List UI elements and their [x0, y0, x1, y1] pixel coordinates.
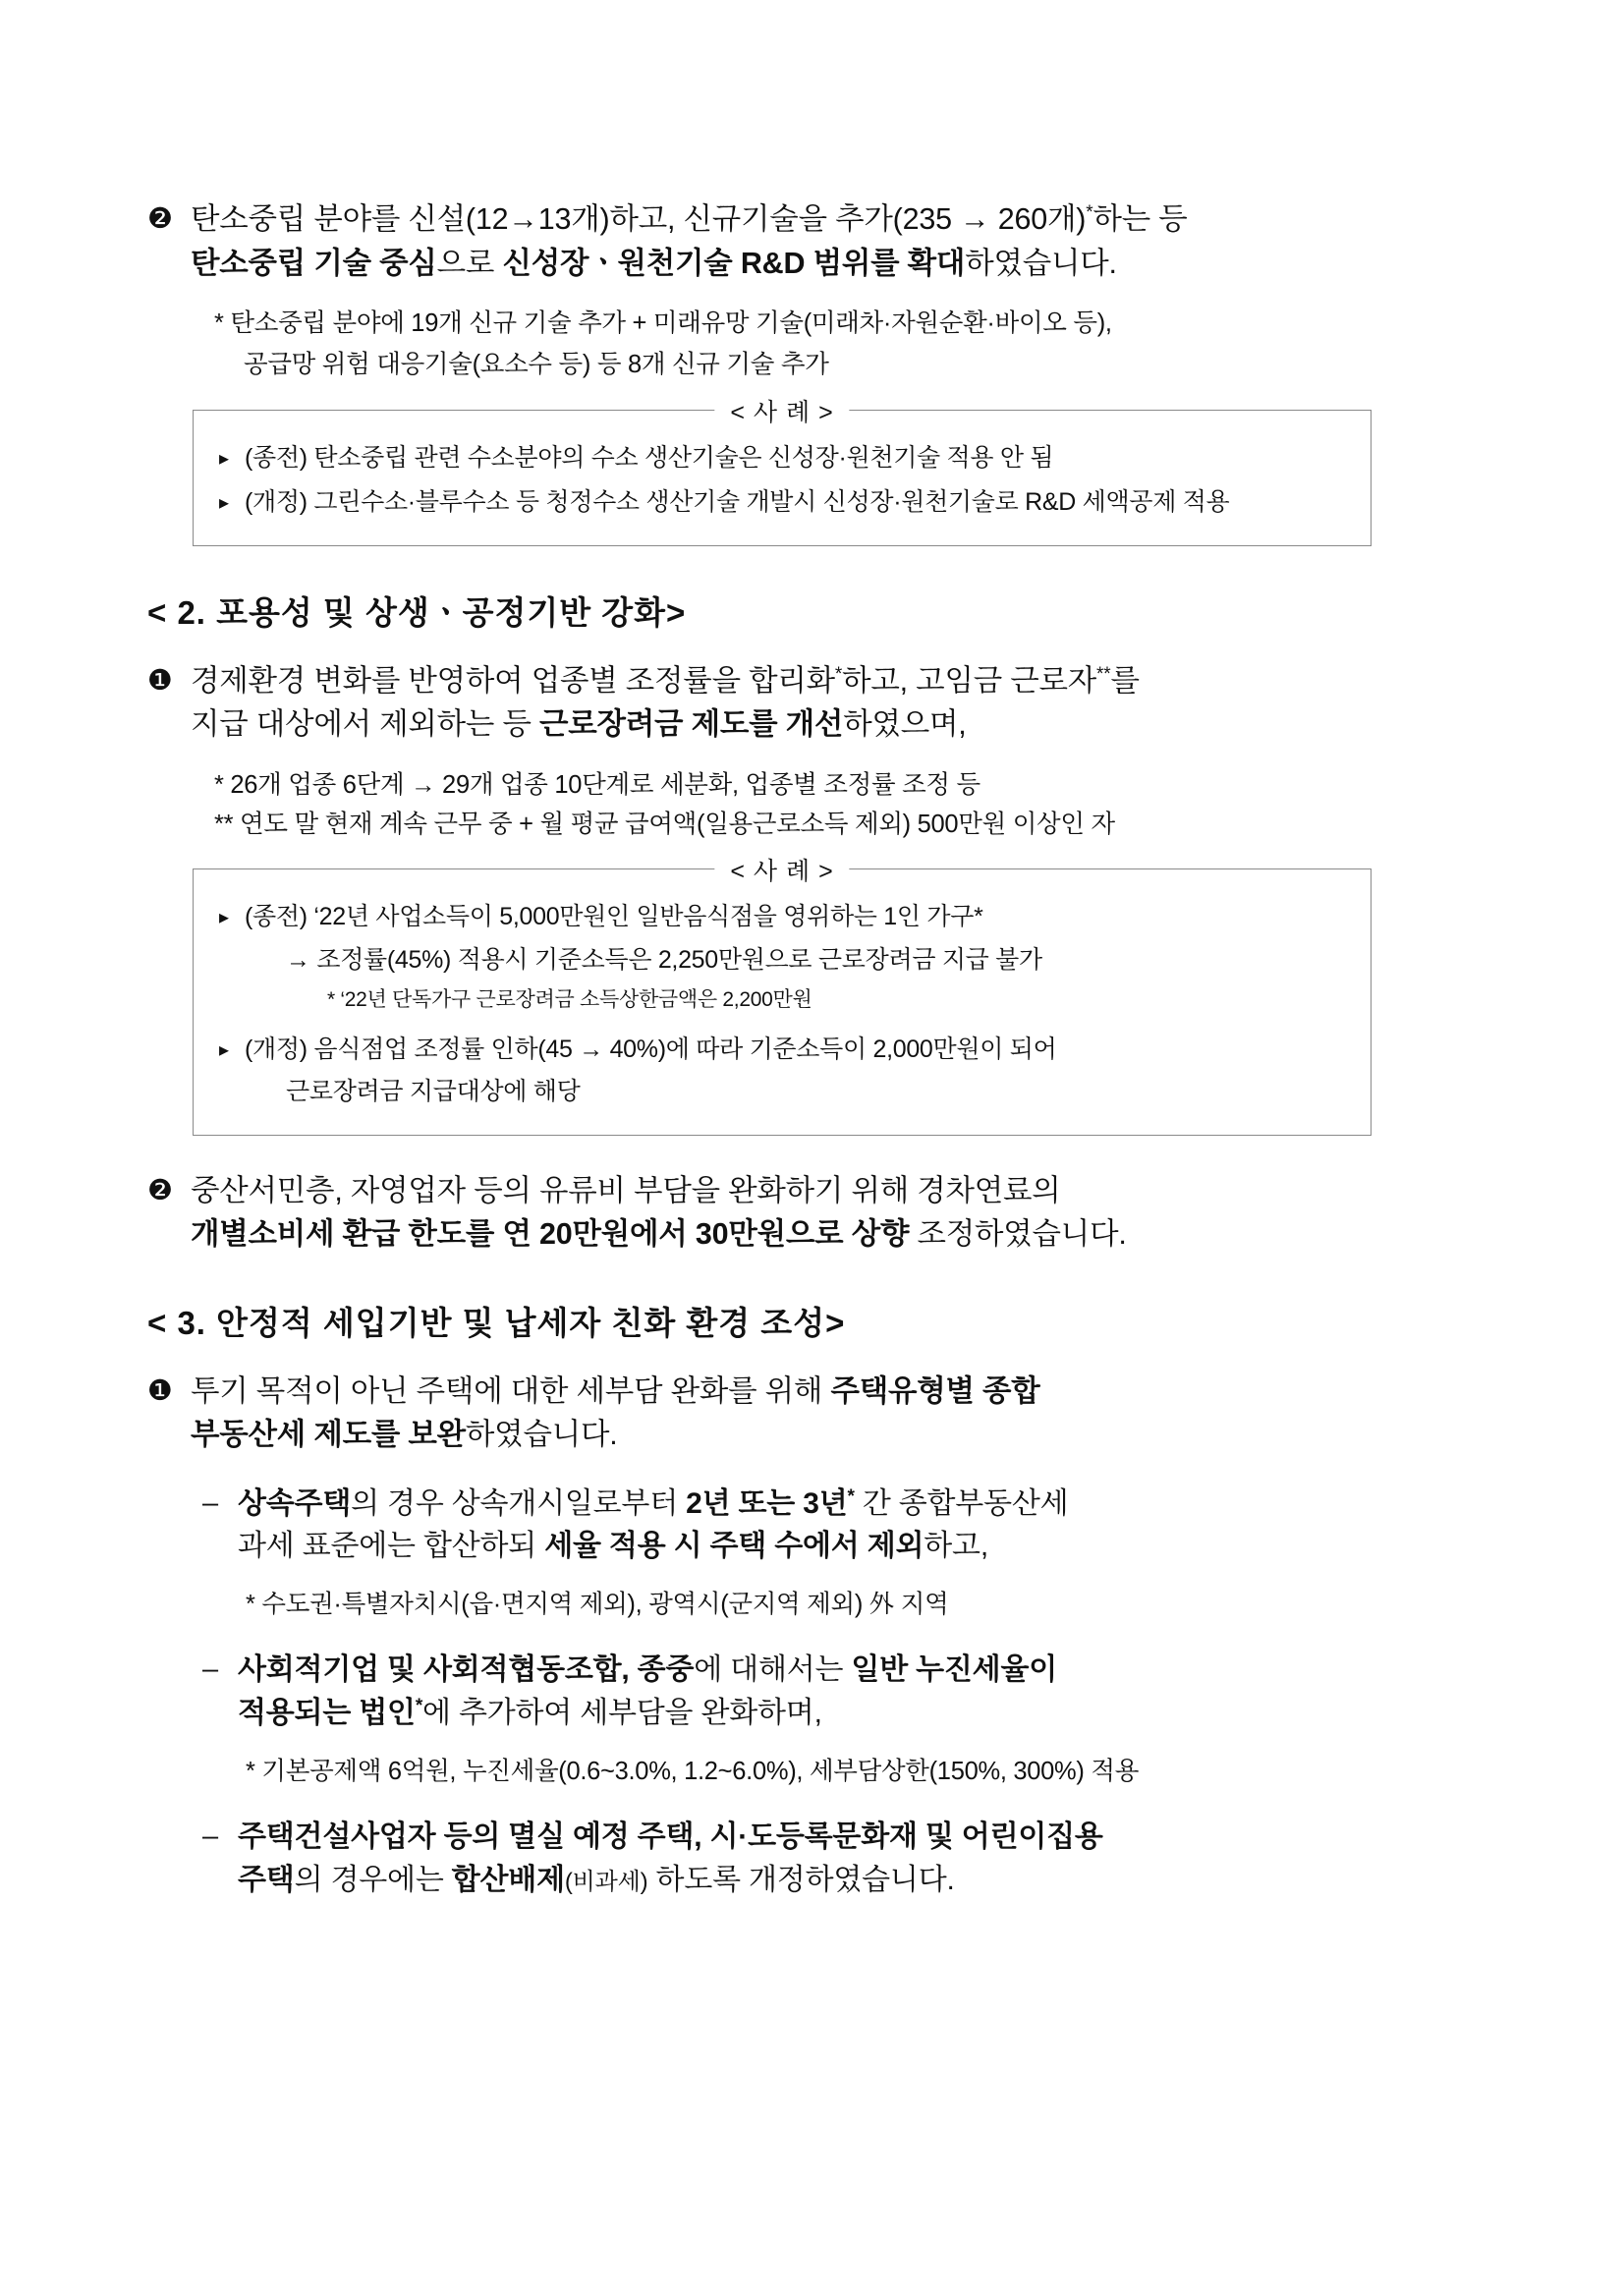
text-paren: (비과세): [564, 1869, 648, 1896]
example-item: [219, 899, 1345, 936]
text-bold: 사회적기업 및 사회적협동조합, 종중: [238, 1653, 695, 1687]
text-line: 에 대해서는: [694, 1653, 852, 1687]
example-item: [219, 1032, 1345, 1069]
footnote-line: 공급망 위험 대응기술(요소수 등) 등 8개 신규 기술 추가: [244, 351, 829, 379]
text-line: 를: [1110, 663, 1140, 698]
text-bold: 주택: [238, 1864, 295, 1897]
dash-body: [238, 1816, 1477, 1902]
footnote-mark: **: [1096, 663, 1111, 685]
text-line: 하고, 고임금 근로자: [842, 663, 1097, 698]
text-bold: 세율 적용 시 주택 수에서 제외: [544, 1530, 924, 1563]
text-line: 에 추가하여 세부담을 완화하며,: [422, 1697, 822, 1730]
item-body: [191, 1370, 1477, 1457]
example-box-frame: [193, 868, 1372, 1136]
example-box-title: < 사 례 >: [714, 852, 849, 887]
dash-item-inherited-house: [147, 1483, 1477, 1569]
text-bold: 2년 또는 3년: [686, 1486, 848, 1520]
footnote-mark: *: [1086, 201, 1093, 223]
example-text: (종전) ‘22년 사업소득이 5,000만원인 일반음식점을 영위하는 1인 가구*: [245, 903, 983, 931]
example-footnote: * ‘22년 단독가구 근로장려금 소득상한금액은 2,200만원: [327, 988, 812, 1012]
footnote-mark: *: [847, 1485, 855, 1507]
item-body: [191, 197, 1477, 285]
example-subtext: 근로장려금 지급대상에 해당: [286, 1078, 581, 1106]
list-marker: ❶: [147, 1374, 173, 1407]
list-marker: ❷: [147, 1174, 173, 1206]
section-heading-2: < 2. 포용성 및 상생ㆍ공정기반 강화>: [147, 593, 687, 631]
text-bold: 신성장ㆍ원천기술 R&D 범위를 확대: [502, 246, 966, 280]
example-item: [219, 484, 1345, 522]
text-bold: 근로장려금 제도를 개선: [539, 707, 844, 742]
dash-marker: –: [202, 1653, 219, 1686]
example-subtext: → 조정률(45%) 적용시 기준소득은 2,250만원으로 근로장려금 지급 불가: [286, 945, 1042, 974]
text-line: 으로: [436, 246, 503, 280]
bullet-icon: ▸: [219, 907, 229, 929]
text-line: 하도록 개정하였습니다.: [647, 1864, 955, 1897]
bullet-icon: ▸: [219, 492, 229, 515]
text-bold: 부동산세 제도를 보완: [191, 1418, 466, 1452]
text-line: 하였습니다.: [965, 246, 1117, 280]
example-text: (개정) 그린수소·블루수소 등 청정수소 생산기술 개발시 신성장·원천기술로 R&D 세액공제 적용: [245, 488, 1230, 517]
footnote-mark: *: [415, 1696, 423, 1717]
footnote-line: ** 연도 말 현재 계속 근무 중 + 월 평균 급여액(일용근로소득 제외) 500만원 이상인 자: [214, 810, 1115, 838]
dash-marker: –: [202, 1486, 219, 1519]
text-line: 하고,: [924, 1530, 988, 1563]
dash-body: [238, 1483, 1477, 1569]
example-box-frame: [193, 410, 1372, 546]
text-line: 하는 등: [1092, 202, 1188, 236]
dash-item-social-enterprise: [147, 1649, 1477, 1735]
text-line: 하였으며,: [843, 707, 967, 742]
numbered-item-property-tax: [147, 1370, 1477, 1457]
footnote-mark: *: [834, 663, 843, 685]
text-line: 간 종합부동산세: [854, 1486, 1069, 1520]
text-line: 하였습니다.: [465, 1418, 618, 1452]
footnote-line: * 26개 업종 6단계 → 29개 업종 10단계로 세분화, 업종별 조정률 조정 등: [214, 770, 980, 799]
text-line: 조정하였습니다.: [909, 1217, 1127, 1252]
numbered-item-eitc: [147, 659, 1477, 747]
numbered-item-carbon-neutral: [147, 197, 1477, 285]
dash-item-housing-builder: [147, 1816, 1477, 1902]
example-item: [219, 440, 1345, 477]
text-line: 중산서민층, 자영업자 등의 유류비 부담을 완화하기 위해 경차연료의: [191, 1173, 1061, 1207]
text-bold: 주택유형별 종합: [830, 1373, 1040, 1408]
text-line: 의 경우 상속개시일로부터: [351, 1486, 687, 1520]
list-marker: ❶: [147, 664, 173, 697]
text-bold: 개별소비세 환급 한도를 연 20만원에서 30만원으로 상향: [191, 1217, 910, 1252]
numbered-item-fuel-refund: [147, 1169, 1477, 1257]
example-box-carbon: [193, 398, 1372, 546]
text-bold: 상속주택: [238, 1486, 352, 1520]
text-bold: 합산배제: [451, 1864, 565, 1897]
section-heading-3: < 3. 안정적 세입기반 및 납세자 친화 환경 조성>: [147, 1304, 846, 1341]
bullet-icon: ▸: [219, 1038, 229, 1061]
text-bold: 주택건설사업자 등의 멸실 예정 주택, 시·도등록문화재 및 어린이집용: [238, 1820, 1103, 1854]
text-line: 과세 표준에는 합산하되: [238, 1530, 545, 1563]
footnote-line: * 기본공제액 6억원, 누진세율(0.6~3.0%, 1.2~6.0%), 세부담상한(150%, 300%) 적용: [246, 1758, 1140, 1786]
text-line: 경제환경 변화를 반영하여 업종별 조정률을 합리화: [191, 663, 835, 698]
text-line: 탄소중립 분야를 신설(12→13개)하고, 신규기술을 추가(235 → 260개): [191, 202, 1087, 236]
text-bold: 적용되는 법인: [238, 1697, 416, 1730]
dash-body: [238, 1649, 1477, 1735]
text-bold: 일반 누진세율이: [851, 1653, 1058, 1687]
dash-marker: –: [202, 1820, 219, 1853]
example-box-title: < 사 례 >: [714, 393, 849, 428]
item-body: [191, 1169, 1477, 1257]
footnote-line: * 탄소중립 분야에 19개 신규 기술 추가 + 미래유망 기술(미래차·자원순환·바이오 등),: [214, 309, 1112, 338]
text-bold: 탄소중립 기술 중심: [191, 246, 437, 280]
example-text: (종전) 탄소중립 관련 수소분야의 수소 생산기술은 신성장·원천기술 적용 안 됨: [245, 443, 1054, 472]
text-line: 의 경우에는: [294, 1864, 452, 1897]
text-line: 지급 대상에서 제외하는 등: [191, 707, 539, 742]
item-body: [191, 659, 1477, 747]
list-marker: ❷: [147, 203, 173, 235]
bullet-icon: ▸: [219, 447, 229, 470]
text-line: 투기 목적이 아닌 주택에 대한 세부담 완화를 위해: [191, 1373, 831, 1408]
example-box-eitc: [193, 858, 1372, 1136]
footnote-line: * 수도권·특별자치시(읍·면지역 제외), 광역시(군지역 제외) 外 지역: [246, 1591, 949, 1619]
example-text: (개정) 음식점업 조정률 인하(45 → 40%)에 따라 기준소득이 2,000만원이 되어: [245, 1035, 1057, 1063]
